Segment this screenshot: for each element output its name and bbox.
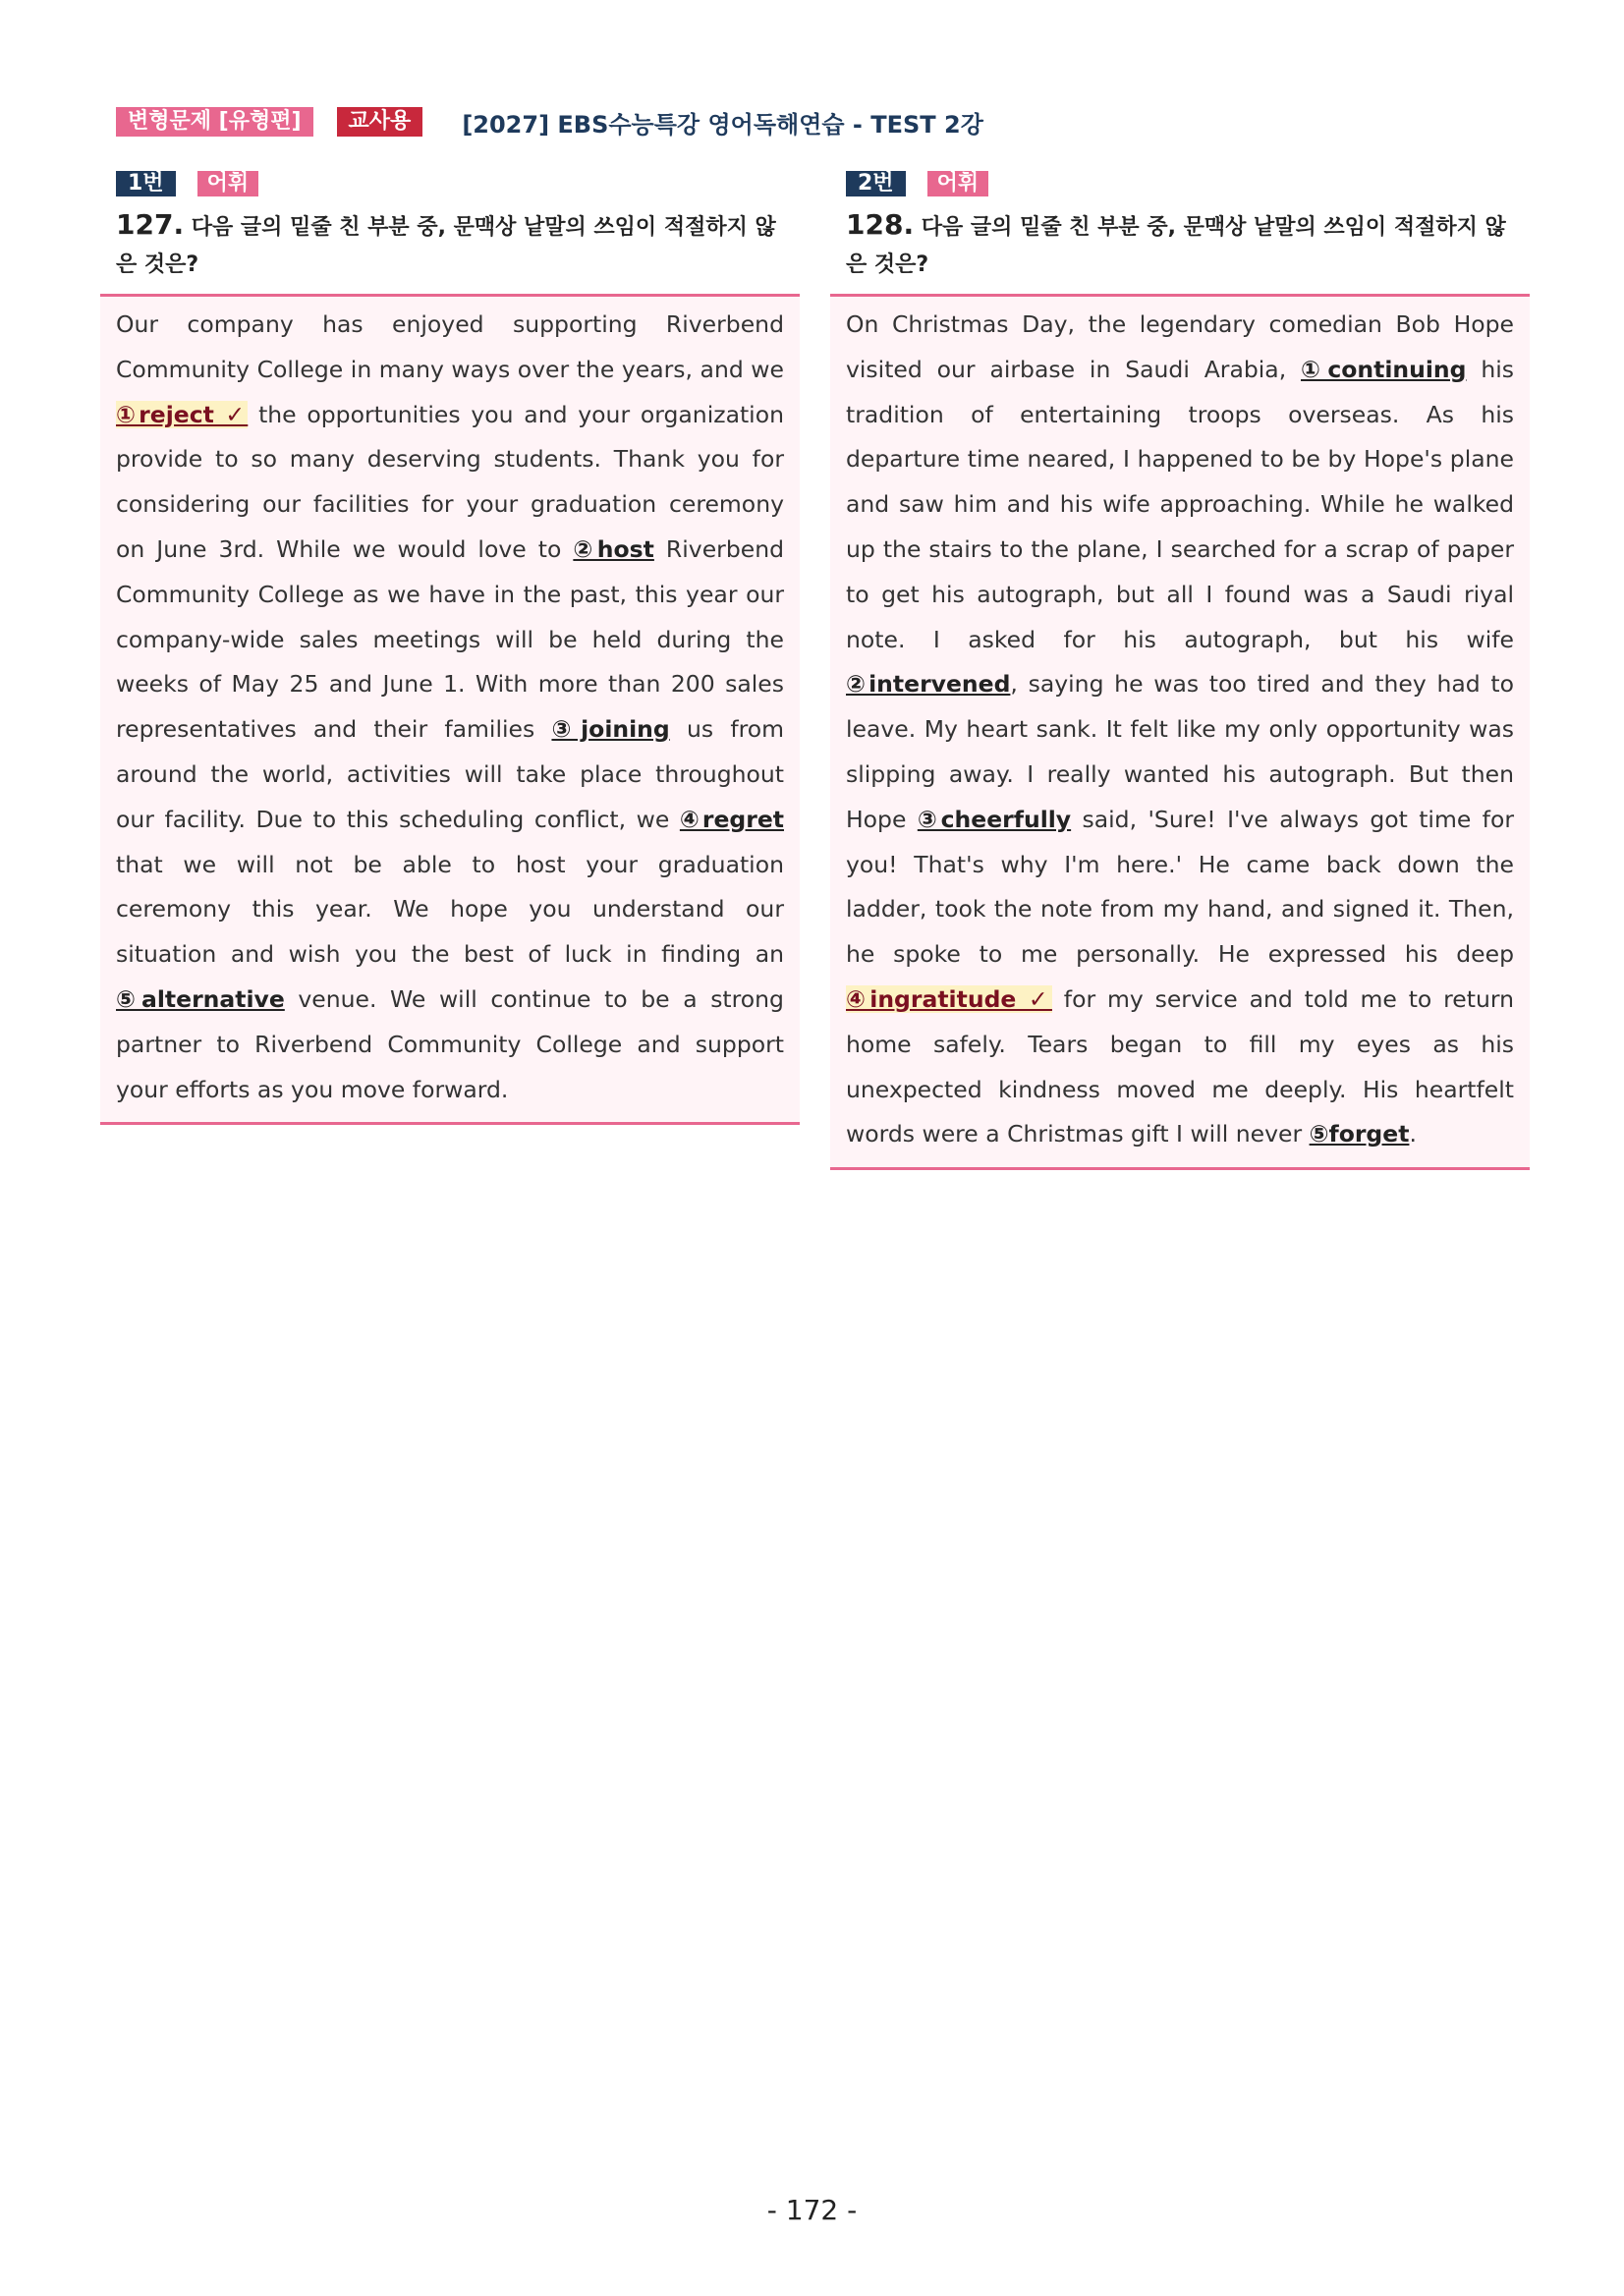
question-prompt-text: 다음 글의 밑줄 친 부분 중, 문맥상 낱말의 쓰임이 적절하지 않은 것은?: [116, 215, 776, 277]
passage-text: said, 'Sure! I've always got time for you! That's why I'm here.' He came back down the ladder, took the note from my hand, and signed it. Then, he spoke to me personally. He expressed his deep: [846, 805, 1514, 969]
passage-text: for my service and told me to return home safely. Tears began to fill my eyes as his unexpected kindness moved me deeply. His heartfelt words were a Christmas gift I will never: [846, 984, 1514, 1148]
page-title: [2027] EBS수능특강 영어독해연습 - TEST 2강: [462, 110, 983, 139]
choice-1: ①continuing: [1301, 355, 1467, 383]
question-number-tag: 1번: [116, 171, 176, 196]
page-header: [116, 104, 983, 140]
question-prompt: [116, 206, 784, 284]
passage-text: the opportunities you and your organization provide to so many deserving students. Thank you for considering our facilities for your graduation ceremony on June 3rd. While we would love to: [116, 400, 784, 563]
passage: [830, 294, 1530, 1170]
question-tags: [116, 169, 800, 198]
choice-2: ②intervened: [846, 670, 1011, 699]
page-number: - 172 -: [766, 2194, 858, 2226]
choice-5: ⑤forget: [1309, 1120, 1410, 1148]
passage-text: , saying he was too tired and they had to leave. My heart sank. It felt like my only opportunity was slipping away. I really wanted his autograph. But then Hope: [846, 670, 1514, 833]
question-prompt: [846, 206, 1514, 284]
passage-text: On Christmas Day, the legendary comedian Bob Hope visited our airbase in Saudi Arabia,: [846, 310, 1514, 383]
question-number: 127.: [116, 208, 185, 241]
choice-4: ④regret: [679, 805, 784, 833]
choice-5: ⑤alternative: [116, 984, 285, 1013]
passage-text: .: [1409, 1120, 1417, 1148]
answer-choice-1: ①reject ✓: [116, 400, 249, 428]
answer-choice-4: ④ingratitude ✓: [846, 984, 1052, 1013]
choice-3: ③cheerfully: [917, 805, 1072, 833]
passage-text: us from around the world, activities will take place throughout our facility. Due to this scheduling conflict, we: [116, 715, 785, 833]
teacher-tag: 교사용: [337, 107, 423, 137]
variant-tag: 변형문제 [유형편]: [116, 107, 313, 137]
question-127: [100, 169, 800, 1125]
choice-3: ③joining: [551, 715, 670, 744]
question-number: 128.: [846, 208, 915, 241]
passage-text: venue. We will continue to be a strong partner to Riverbend Community College and support your efforts as you move forward.: [116, 984, 784, 1103]
passage-text: Our company has enjoyed supporting Riverbend Community College in many ways over the years, and we: [116, 310, 784, 383]
choice-2: ②host: [573, 534, 654, 563]
question-number-tag: 2번: [846, 171, 906, 196]
passage-text: his tradition of entertaining troops overseas. As his departure time neared, I happened to be by Hope's plane and saw him and his wife approaching. While he walked up the stairs to the plane, I searched for a scrap of paper to get his autograph, but all I found was a Saudi riyal note. I asked for his autograph, but his wife: [846, 355, 1515, 653]
passage-text: that we will not be able to host your graduation ceremony this year. We hope you understand our situation and wish you the best of luck in finding an: [116, 850, 784, 969]
passage: [100, 294, 800, 1125]
passage-text: Riverbend Community College as we have in the past, this year our company-wide sales meetings will be held during the weeks of May 25 and June 1. With more than 200 sales representatives and their families: [116, 534, 784, 744]
question-prompt-text: 다음 글의 밑줄 친 부분 중, 문맥상 낱말의 쓰임이 적절하지 않은 것은?: [846, 215, 1506, 277]
question-128: [830, 169, 1530, 1170]
question-category-tag: 어휘: [197, 171, 259, 196]
question-category-tag: 어휘: [927, 171, 989, 196]
question-tags: [846, 169, 1530, 198]
